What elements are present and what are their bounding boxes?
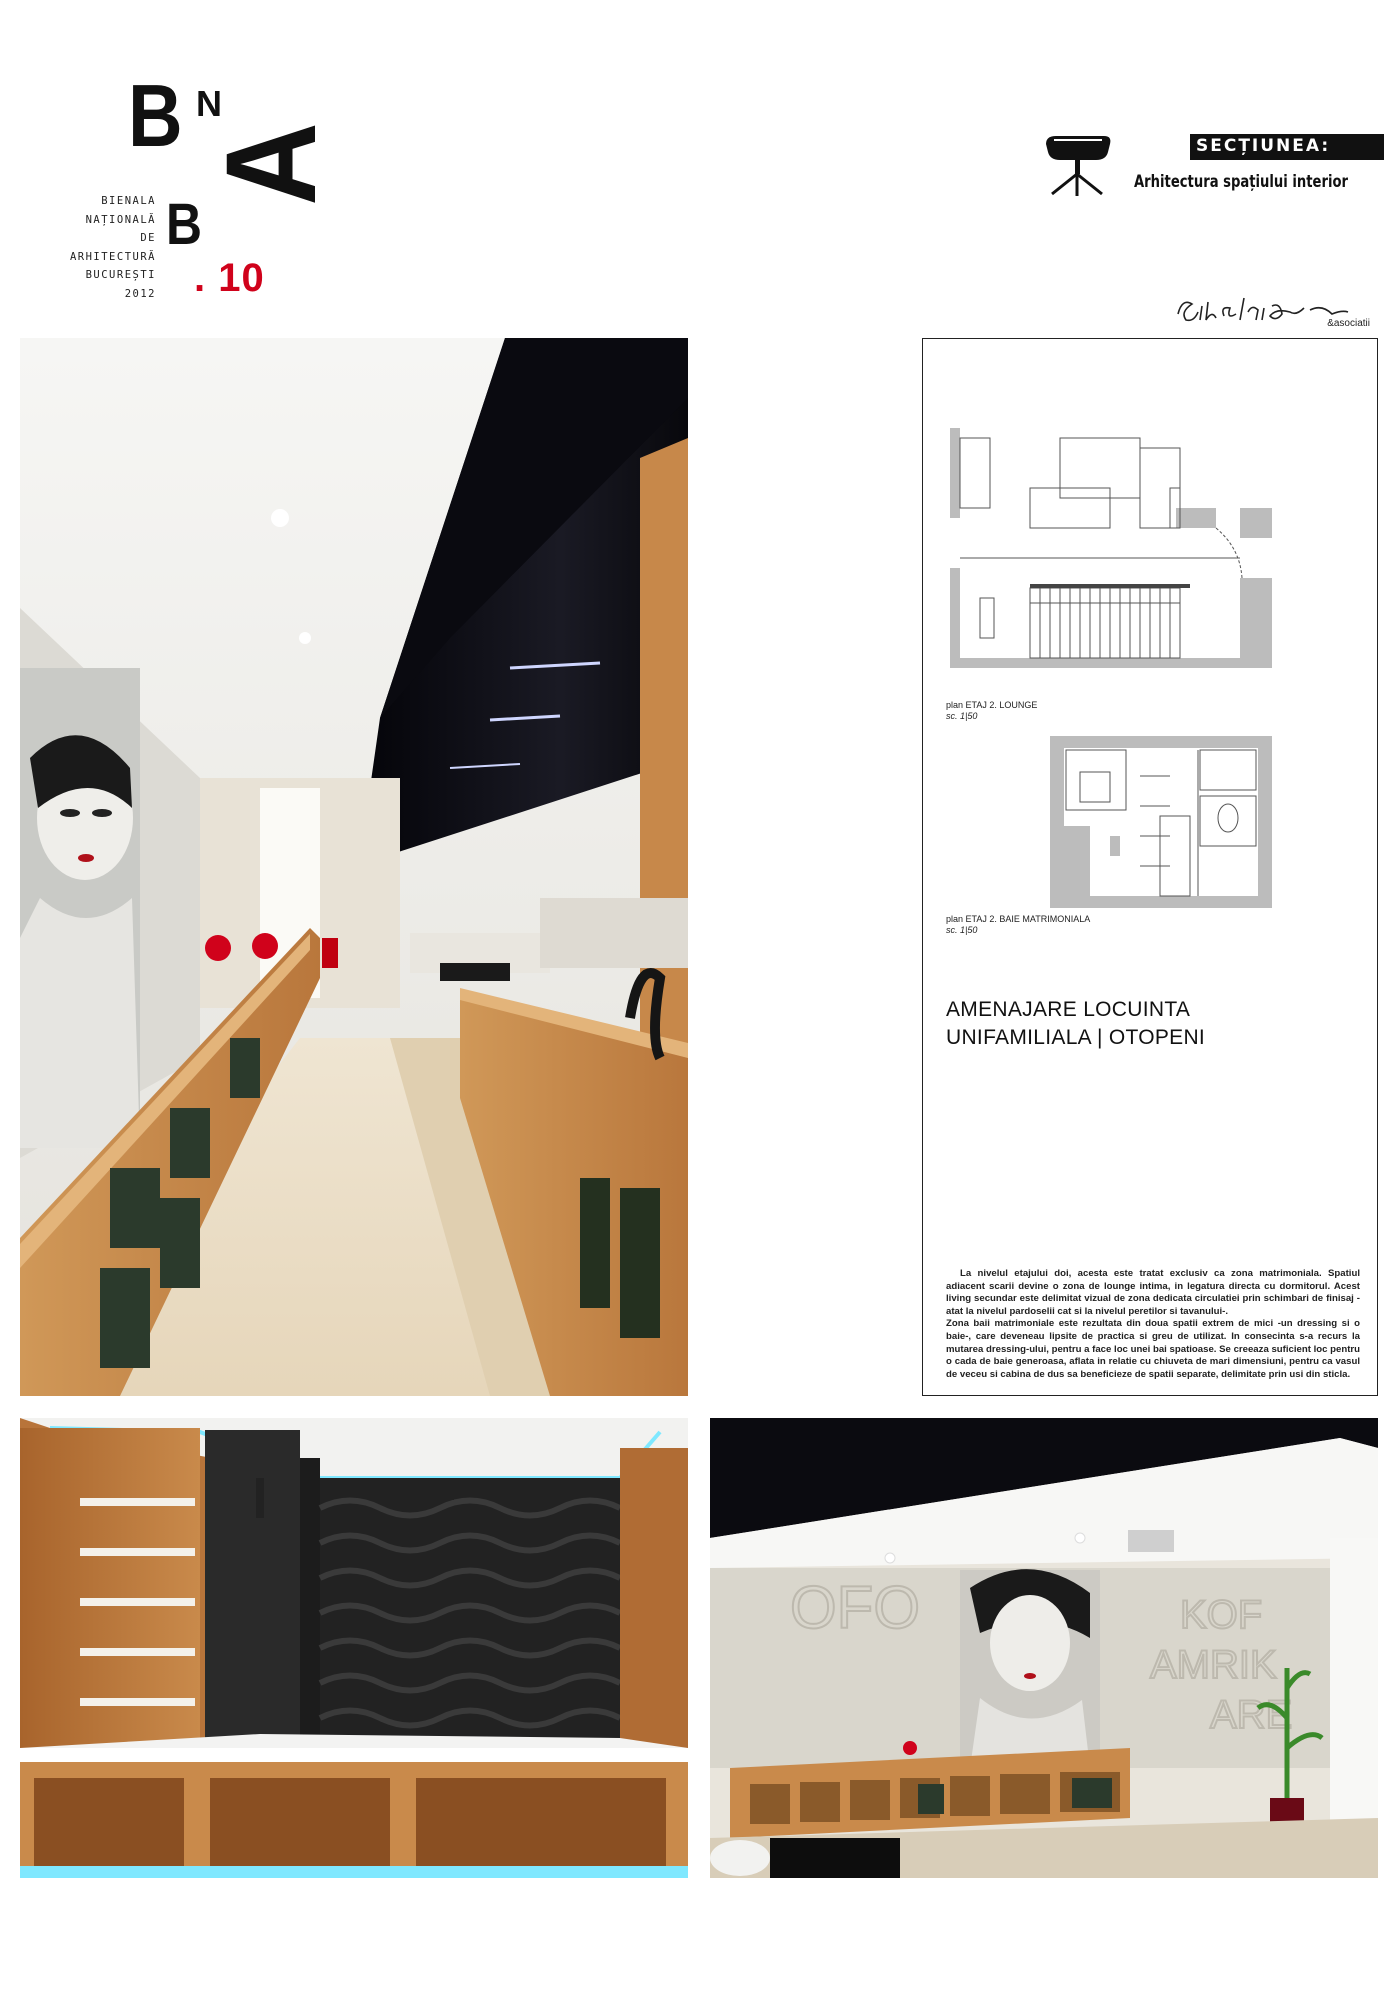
logo-letter-b2: B — [166, 192, 203, 257]
chair-icon — [1042, 130, 1114, 200]
logo-line: ARHITECTURĂ — [69, 250, 156, 263]
project-title-line2: UNIFAMILIALA | OTOPENI — [946, 1026, 1206, 1049]
logo-letter-a: A — [200, 122, 343, 206]
section-name: Arhitectura spațiului interior — [1134, 172, 1348, 192]
plan-caption-text: plan ETAJ 2. BAIE MATRIMONIALA — [946, 914, 1091, 924]
logo-letter-b1: B — [128, 66, 183, 165]
plan-caption-text: plan ETAJ 2. LOUNGE — [946, 700, 1038, 710]
project-title-line1: AMENAJARE LOCUINTA — [946, 998, 1191, 1021]
svg-text:&asociatii: &asociatii — [1327, 318, 1370, 328]
logo-line: 2012 — [124, 287, 156, 300]
plan-caption-lounge — [946, 700, 1037, 722]
signature-text: Silvia Mihăilescu & asociatii — [1309, 326, 1322, 327]
floor-plan-bathroom — [1050, 736, 1272, 908]
project-title — [946, 996, 1205, 1052]
photo-hallway — [20, 338, 688, 1396]
plan-scale: sc. 1|50 — [946, 711, 978, 721]
logo-line: NAȚIONALĂ — [85, 213, 156, 226]
floor-plan-lounge — [950, 428, 1272, 668]
logo-line: BUCUREȘTI — [85, 269, 156, 281]
logo-line: BIENALA — [101, 195, 156, 207]
svg-text:KOF: KOF — [1180, 1593, 1263, 1637]
project-description — [946, 1268, 1360, 1381]
studio-signature — [1172, 292, 1372, 328]
plan-scale: sc. 1|50 — [946, 925, 978, 935]
section-label: SECȚIUNEA: — [1196, 136, 1331, 156]
plan-caption-bathroom — [946, 914, 1090, 936]
photo-bathtub — [20, 1418, 688, 1878]
logo-line: DE — [140, 232, 156, 244]
svg-text:ARE: ARE — [1210, 1693, 1293, 1737]
svg-text:AMRIK: AMRIK — [1150, 1643, 1277, 1687]
photo-lounge — [710, 1418, 1378, 1878]
logo-full-name — [60, 192, 156, 303]
logo-edition: . 10 — [194, 256, 265, 300]
description-paragraph: La nivelul etajului doi, acesta este tratat exclusiv ca zona matrimoniala. Spatiul adiacent scarii devine o zona de lounge intima, in legatura directa cu dormitorul. Acest living secundar este delimitat vizual de zona dedicata circulatiei prin schimbari de finisaj -atat la nivelul pardoselii cat si la nivelul peretilor si tavanului-. — [946, 1268, 1360, 1317]
description-paragraph: Zona baii matrimoniale este rezultata din doua spatii extrem de mici -un dressing si o baie-, care deveneau lipsite de practica si greu de utilizat. In consecinta s-a recurs la mutarea dressing-ului, pentru a face loc unei bai spatioase. Se creeaza suficient loc pentru o cada de baie generoasa, aflata in relatie cu chiuveta de mari dimensiuni, pentru ca vasul de veceu si cabina de dus sa beneficieze de spatii separate, delimitate prin usi din sticla. — [946, 1318, 1360, 1380]
svg-text:OFO: OFO — [790, 1574, 920, 1641]
logo-letter-n: N — [196, 83, 222, 124]
